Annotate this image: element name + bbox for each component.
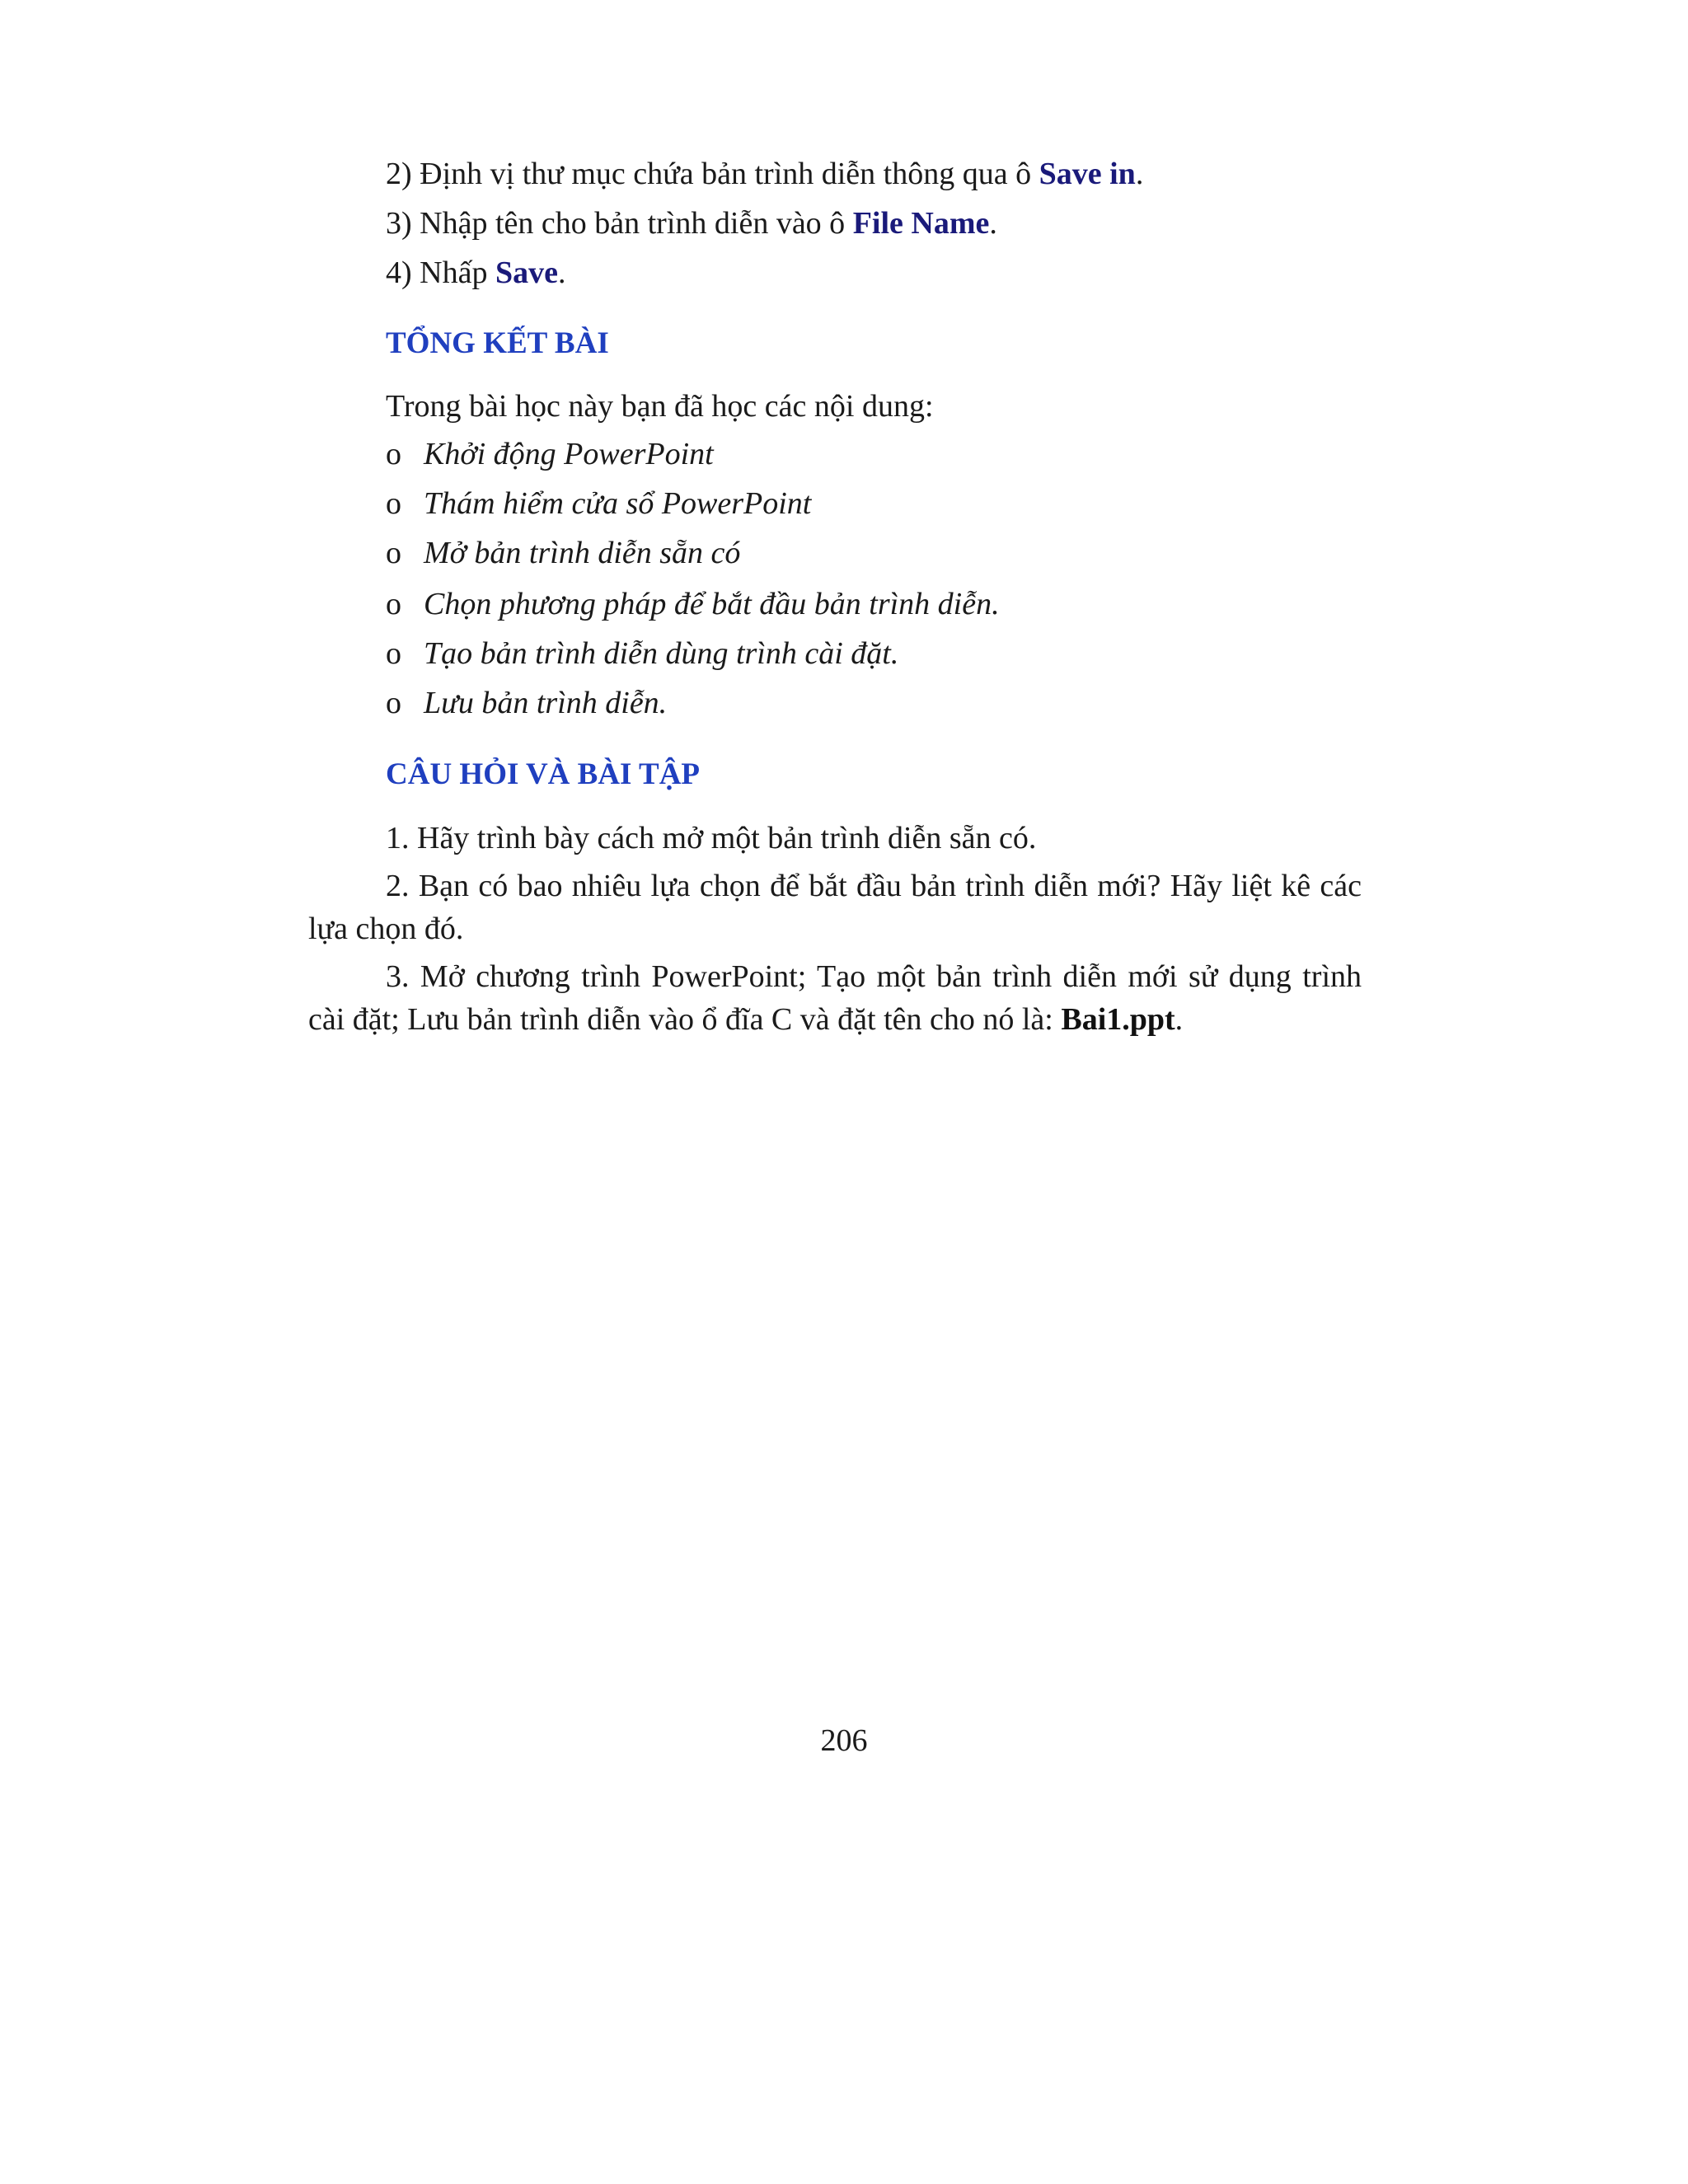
list-item-text: Mở bản trình diễn sẵn có bbox=[424, 536, 741, 570]
list-item bbox=[386, 584, 1000, 624]
step-suffix: . bbox=[1135, 157, 1144, 191]
bullet-icon: o bbox=[386, 486, 401, 521]
bullet-icon: o bbox=[386, 636, 401, 671]
bullet-icon: o bbox=[386, 587, 401, 621]
list-item-text: Chọn phương pháp để bắt đầu bản trình diễn. bbox=[424, 587, 1000, 621]
list-item bbox=[386, 533, 740, 573]
question-text: 2. Bạn có bao nhiêu lựa chọn để bắt đầu bản trình diễn mới? Hãy liệt kê các lựa chọn đó. bbox=[308, 869, 1362, 946]
question-item bbox=[308, 955, 1362, 1041]
step-keyword: Save bbox=[495, 255, 558, 290]
list-item-text: Lưu bản trình diễn. bbox=[424, 686, 668, 720]
step-text: 4) Nhấp bbox=[386, 255, 495, 290]
list-item-text: Khởi động PowerPoint bbox=[424, 437, 714, 471]
step-text: 3) Nhập tên cho bản trình diễn vào ô bbox=[386, 206, 853, 241]
question-text: 3. Mở chương trình PowerPoint; Tạo một bản trình diễn mới sử dụng trình cài đặt; Lưu bản trình diễn vào ổ đĩa C và đặt tên cho nó là: bbox=[308, 959, 1362, 1037]
questions-heading: CÂU HỎI VÀ BÀI TẬP bbox=[386, 757, 701, 791]
step-item bbox=[386, 154, 1143, 194]
bullet-icon: o bbox=[386, 686, 401, 720]
list-item bbox=[386, 434, 714, 474]
step-suffix: . bbox=[989, 206, 997, 241]
step-text: 2) Định vị thư mục chứa bản trình diễn thông qua ô bbox=[386, 157, 1039, 191]
summary-heading: TỔNG KẾT BÀI bbox=[386, 326, 609, 360]
bullet-icon: o bbox=[386, 536, 401, 570]
step-item bbox=[386, 253, 565, 293]
bullet-icon: o bbox=[386, 437, 401, 471]
summary-intro: Trong bài học này bạn đã học các nội dung: bbox=[386, 389, 934, 424]
step-suffix: . bbox=[557, 255, 566, 290]
step-keyword: Save in bbox=[1039, 157, 1136, 191]
step-keyword: File Name bbox=[852, 206, 990, 241]
question-text: 1. Hãy trình bày cách mở một bản trình diễn sẵn có. bbox=[386, 821, 1037, 855]
list-item-text: Tạo bản trình diễn dùng trình cài đặt. bbox=[424, 636, 899, 671]
list-item bbox=[386, 634, 898, 673]
question-item bbox=[308, 865, 1362, 950]
question-filename: Bai1.ppt bbox=[1061, 1002, 1175, 1037]
question-item bbox=[308, 817, 1362, 860]
list-item bbox=[386, 484, 811, 523]
page-number: 206 bbox=[820, 1723, 868, 1758]
list-item bbox=[386, 683, 667, 723]
list-item-text: Thám hiểm cửa sổ PowerPoint bbox=[424, 486, 812, 521]
step-item bbox=[386, 204, 997, 243]
question-suffix: . bbox=[1175, 1002, 1184, 1037]
